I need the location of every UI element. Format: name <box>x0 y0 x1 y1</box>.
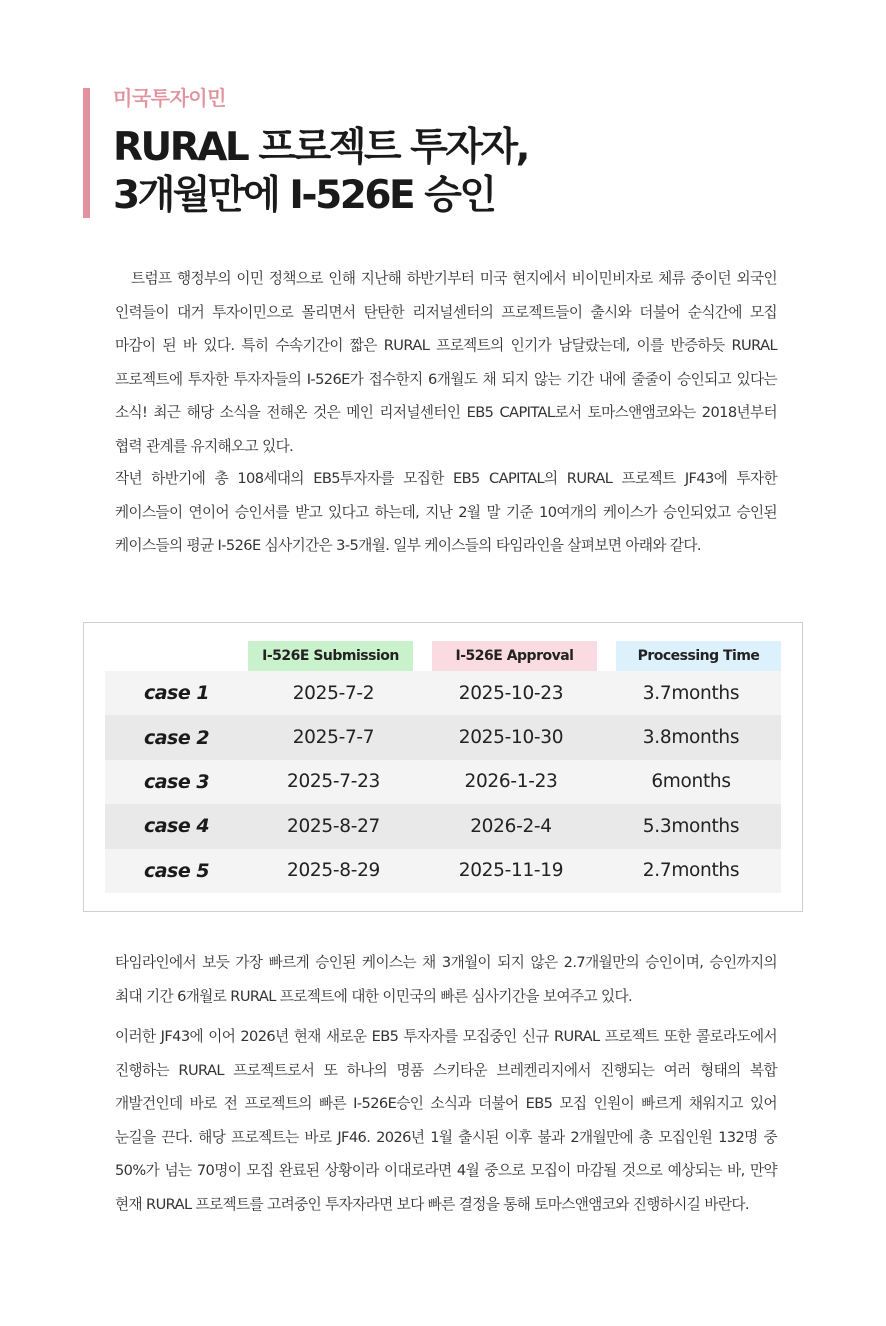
submission-date: 2025-7-2 <box>292 682 375 704</box>
paragraph-jf43: 작년 하반기에 총 108세대의 EB5투자자를 모집한 EB5 CAPITAL의 RURAL 프로젝트 JF43에 투자한 케이스들이 연이어 승인서를 받고 있다고 하는데, 지난 2월 말 기준 10여개의 케이스가 승인되었고 승인된 케이스들의 평균 I-526E 심사기간은 3-5개월. 일부 케이스들의 타임라인을 살펴보면 아래와 같다. <box>115 470 777 554</box>
processing-time: 5.3months <box>642 815 740 837</box>
timeline-table-body <box>105 671 781 893</box>
header-submission: I-526E Submission <box>248 641 413 671</box>
table-row <box>105 760 781 804</box>
case-label: case 1 <box>143 682 210 705</box>
submission-date: 2025-8-29 <box>286 860 381 882</box>
table-row <box>105 671 781 715</box>
processing-time: 3.7months <box>642 682 740 704</box>
case-label: case 3 <box>143 770 210 793</box>
processing-time: 6months <box>651 771 731 793</box>
article-title <box>113 124 803 220</box>
case-label: case 5 <box>143 859 210 882</box>
paragraph-intro: 트럼프 행정부의 이민 정책으로 인해 지난해 하반기부터 미국 현지에서 비이민비자로 체류 중이던 외국인 인력들이 대거 투자이민으로 몰리면서 탄탄한 리저널센터의 프로젝트들이 출시와 더불어 순식간에 모집 마감이 된 바 있다. 특히 수속기간이 짧은 RURAL 프로젝트의 인기가 남달랐는데, 이를 반증하듯 RURAL 프로젝트에 투자한 투자자들의 I-526E가 접수한지 6개월도 채 되지 않는 기간 내에 줄줄이 승인되고 있다는 소식! 최근 해당 소식을 전해온 것은 메인 리저널센터인 EB5 CAPITAL로서 토마스앤앰코와는 2018년부터 협력 관계를 유지해오고 있다. <box>115 270 777 455</box>
processing-time: 3.8months <box>642 727 740 749</box>
approval-date: 2025-10-30 <box>458 727 564 749</box>
title-line-2: 3개월만에 I-526E 승인 <box>113 173 495 218</box>
header-processing-time: Processing Time <box>616 641 781 671</box>
approval-date: 2025-10-23 <box>458 682 564 704</box>
article-header <box>83 88 803 218</box>
header-approval: I-526E Approval <box>432 641 597 671</box>
category-label: 미국투자이민 <box>113 86 226 110</box>
processing-time: 2.7months <box>642 860 740 882</box>
case-label: case 2 <box>143 726 210 749</box>
title-line-1: RURAL 프로젝트 투자자, <box>113 125 528 170</box>
approval-date: 2026-1-23 <box>464 771 558 793</box>
paragraph-timeline-summary: 타임라인에서 보듯 가장 빠르게 승인된 케이스는 채 3개월이 되지 않은 2.7개월만의 승인이며, 승인까지의 최대 기간 6개월로 RURAL 프로젝트에 대한 이민국의 빠른 심사기간을 보여주고 있다. <box>115 954 777 1005</box>
table-row <box>105 804 781 848</box>
table-row <box>105 849 781 893</box>
case-label: case 4 <box>143 815 210 838</box>
submission-date: 2025-7-7 <box>292 727 375 749</box>
approval-date: 2025-11-19 <box>458 860 564 882</box>
approval-date: 2026-2-4 <box>470 815 552 837</box>
submission-date: 2025-8-27 <box>286 815 381 837</box>
paragraph-jf46: 이러한 JF43에 이어 2026년 현재 새로운 EB5 투자자를 모집중인 신규 RURAL 프로젝트 또한 콜로라도에서 진행하는 RURAL 프로젝트로서 또 하나의 명품 스키타운 브레켄리지에서 진행되는 여러 형태의 복합 개발건인데 바로 전 프로젝트의 빠른 I-526E승인 소식과 더불어 EB5 모집 인원이 빠르게 채워지고 있어 눈길을 끈다. 해당 프로젝트는 바로 JF46. 2026년 1월 출시된 이후 불과 2개월만에 총 모집인원 132명 중 50%가 넘는 70명이 모집 완료된 상황이라 이대로라면 4월 중으로 모집이 마감될 것으로 예상되는 바, 만약 현재 RURAL 프로젝트를 고려중인 투자자라면 보다 빠른 결정을 통해 토마스앤앰코와 진행하시길 바란다. <box>115 1028 777 1213</box>
submission-date: 2025-7-23 <box>286 771 381 793</box>
table-row <box>105 715 781 759</box>
